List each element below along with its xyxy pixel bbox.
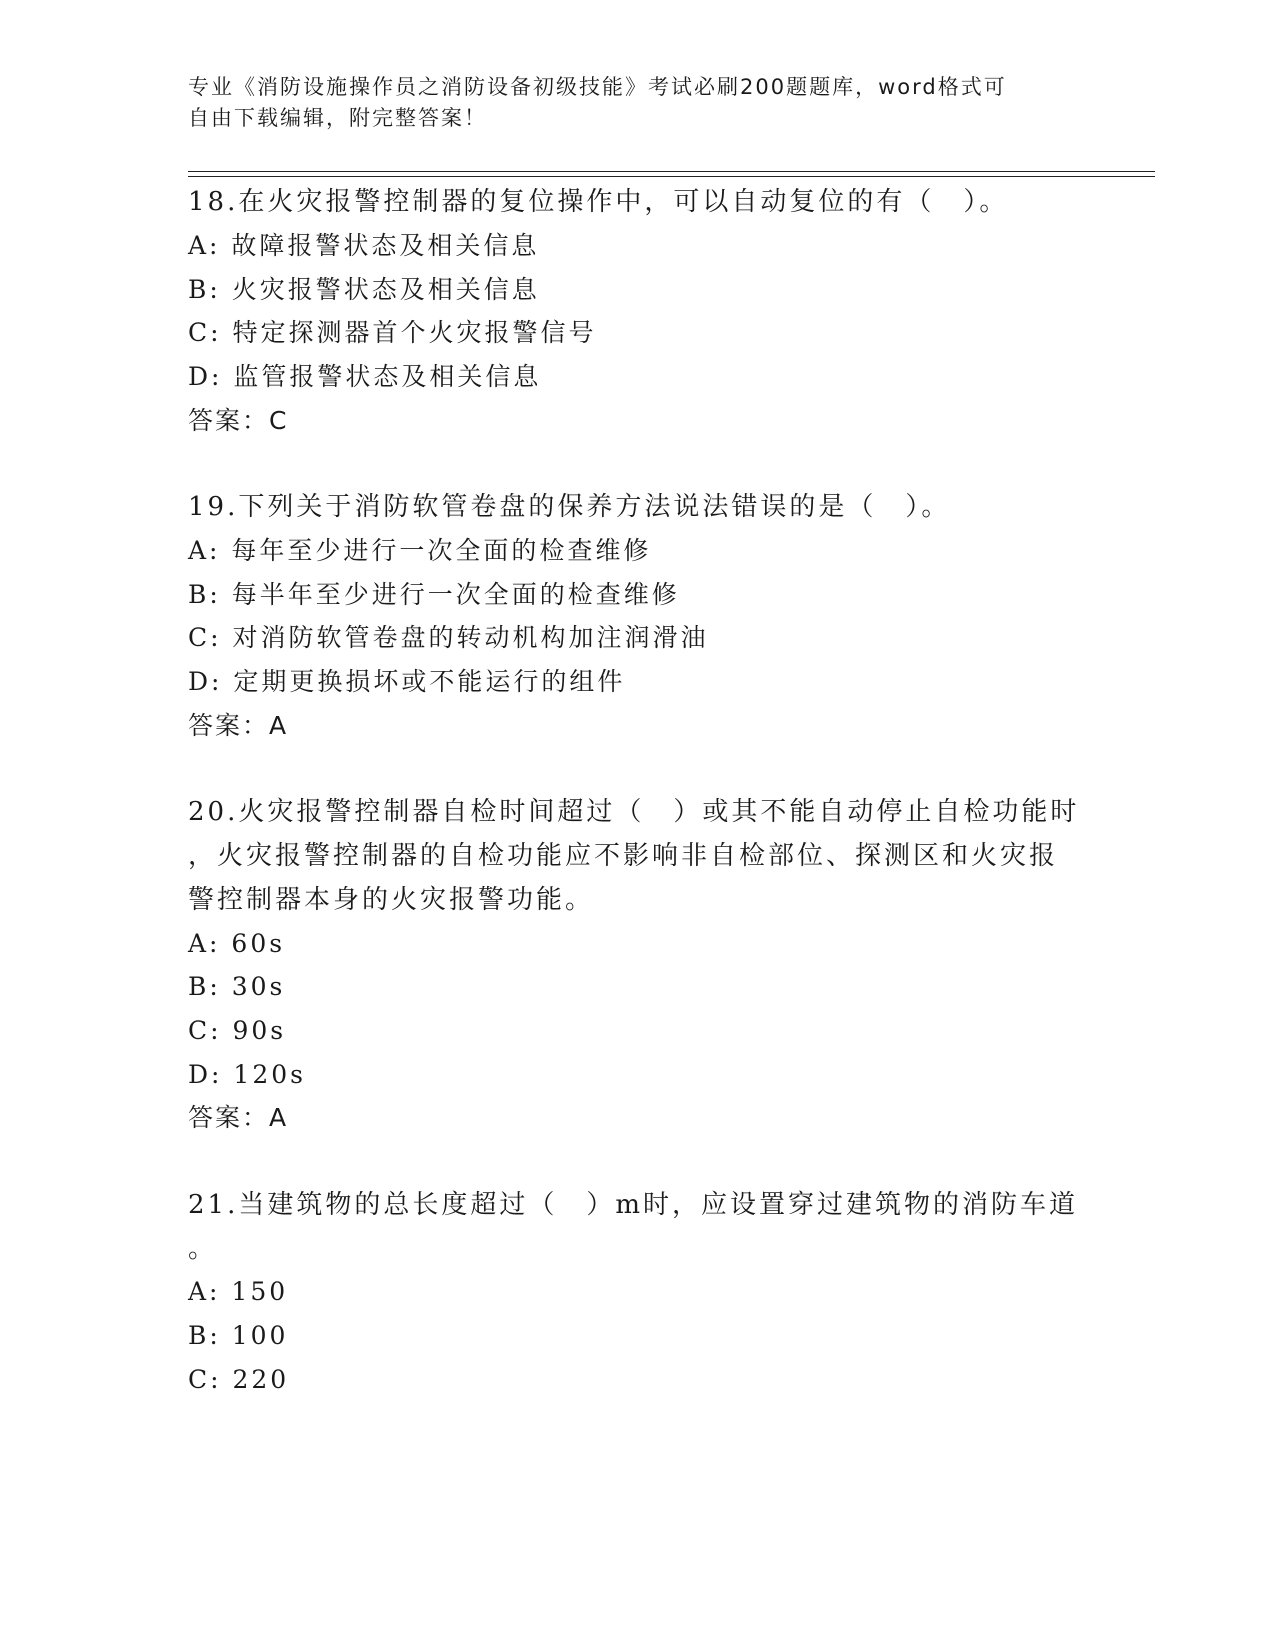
option-d: D: 120s bbox=[188, 1060, 306, 1089]
header-rule-bottom bbox=[188, 176, 1155, 177]
option-a: A: 故障报警状态及相关信息 bbox=[188, 231, 540, 260]
header-rule-top bbox=[188, 171, 1155, 172]
option-c: C: 对消防软管卷盘的转动机构加注润滑油 bbox=[188, 623, 709, 652]
question-text-line-1: 20.火灾报警控制器自检时间超过（ ）或其不能自动停止自检功能时 bbox=[188, 797, 1080, 827]
option-a: A: 每年至少进行一次全面的检查维修 bbox=[188, 536, 652, 565]
option-d: D: 监管报警状态及相关信息 bbox=[188, 362, 542, 391]
question-text-line-2: 。 bbox=[188, 1234, 218, 1264]
option-b: B: 每半年至少进行一次全面的检查维修 bbox=[188, 580, 680, 609]
answer: 答案：C bbox=[188, 406, 289, 435]
answer: 答案：A bbox=[188, 1103, 289, 1132]
option-d: D: 定期更换损坏或不能运行的组件 bbox=[188, 667, 626, 696]
header-line-2: 自由下载编辑，附完整答案！ bbox=[188, 106, 487, 130]
question-text: 19.下列关于消防软管卷盘的保养方法说法错误的是（ ）。 bbox=[188, 492, 951, 522]
option-c: C: 220 bbox=[188, 1365, 290, 1394]
question-text-line-1: 21.当建筑物的总长度超过（ ）m时，应设置穿过建筑物的消防车道 bbox=[188, 1190, 1079, 1220]
option-c: C: 90s bbox=[188, 1016, 287, 1045]
option-c: C: 特定探测器首个火灾报警信号 bbox=[188, 318, 597, 347]
question-text-line-3: 警控制器本身的火灾报警功能。 bbox=[188, 885, 595, 915]
option-b: B: 火灾报警状态及相关信息 bbox=[188, 275, 540, 304]
option-a: A: 60s bbox=[188, 929, 286, 958]
answer: 答案：A bbox=[188, 711, 289, 740]
option-b: B: 100 bbox=[188, 1321, 289, 1350]
question-text: 18.在火灾报警控制器的复位操作中，可以自动复位的有（ ）。 bbox=[188, 187, 1009, 217]
question-text-line-2: ，火灾报警控制器的自检功能应不影响非自检部位、探测区和火灾报 bbox=[188, 841, 1059, 871]
option-b: B: 30s bbox=[188, 972, 286, 1001]
header-line-1: 专业《消防设施操作员之消防设备初级技能》考试必刷200题题库，word格式可 bbox=[188, 75, 1007, 99]
option-a: A: 150 bbox=[188, 1277, 289, 1306]
